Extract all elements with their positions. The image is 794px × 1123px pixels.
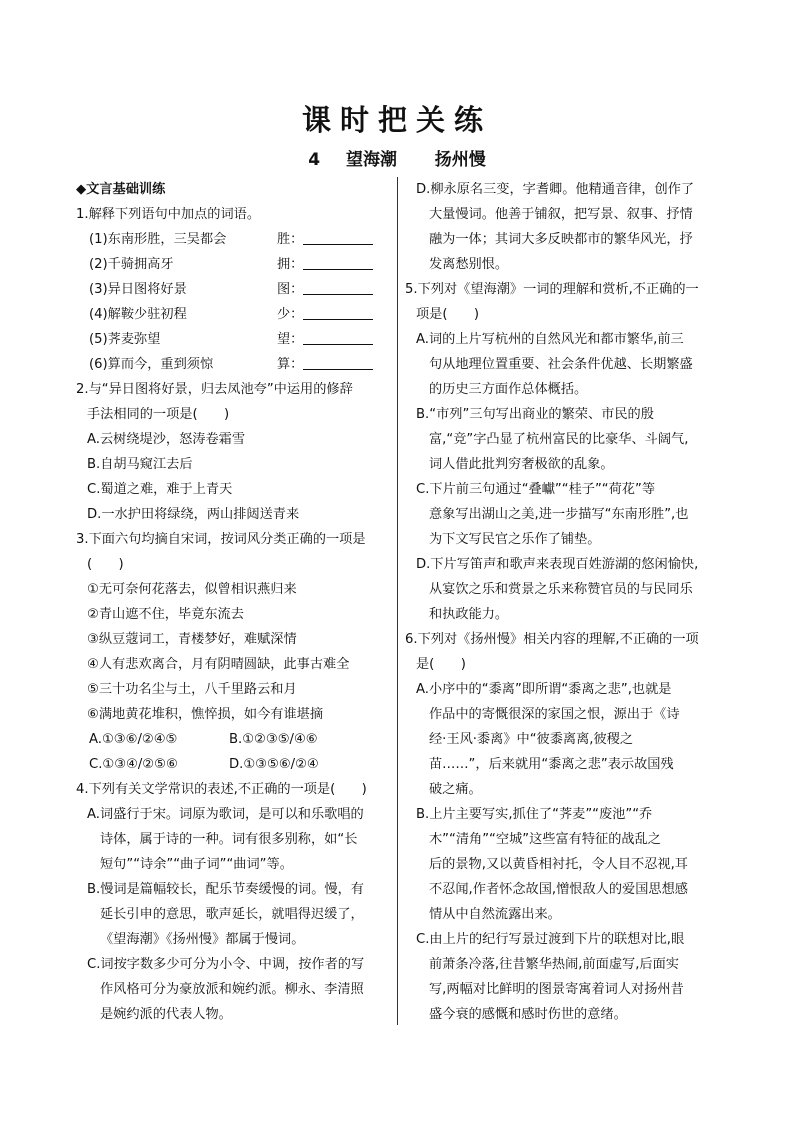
q5-option-a: 的历史三方面作总体概括。 bbox=[429, 382, 588, 397]
q4-option-d[interactable]: D.柳永原名三变，字耆卿。他精通音律，创作了 bbox=[416, 182, 695, 197]
q4-option-d: 融为一体；其词大多反映都市的繁华风光，抒 bbox=[429, 232, 693, 247]
q3-options bbox=[76, 727, 392, 752]
q6-option-a: 苗……”，后来就用“黍离之悲”表示故国残 bbox=[429, 757, 674, 772]
q1-item: (4)解鞍少驻初程 少： bbox=[76, 302, 392, 327]
q5-option-a: 句从地理位置重要、社会条件优越、长期繁盛 bbox=[429, 357, 693, 372]
q6-option-a: 破之痛。 bbox=[429, 782, 482, 797]
q3-line: ⑤三十功名尘与土，八千里路云和月 bbox=[87, 682, 297, 697]
q4-option-b[interactable]: B.慢词是篇幅较长，配乐节奏缓慢的词。慢，有 bbox=[87, 882, 364, 897]
lesson-title-a: 望海潮 bbox=[345, 150, 397, 170]
answer-blank[interactable] bbox=[303, 252, 373, 270]
q4-option-c: 是婉约派的代表人物。 bbox=[100, 1007, 232, 1022]
q5-option-d: 从宴饮之乐和赏景之乐来称赞官员的与民同乐 bbox=[429, 582, 693, 597]
q5-option-c: 意象写出湖山之美,进一步描写“东南形胜”,也 bbox=[429, 507, 689, 522]
q3-option[interactable]: D.①③⑤⑥/②④ bbox=[229, 757, 319, 772]
q6-option-a[interactable]: A.小序中的“黍离”即所谓“黍离之悲”,也就是 bbox=[416, 682, 672, 697]
q4-option-b: 《望海潮》《扬州慢》都属于慢词。 bbox=[100, 932, 305, 947]
q5-option-b: 富,“竞”字凸显了杭州富民的比豪华、斗阔气, bbox=[429, 432, 689, 447]
q6-stem: 是( ) bbox=[416, 657, 466, 672]
q5-option-c[interactable]: C.下片前三句通过“叠巘”“桂子”“荷花”等 bbox=[416, 482, 656, 497]
q1-item: (1)东南形胜，三吴都会 胜： bbox=[76, 227, 392, 252]
q2-option[interactable]: D.一水护田将绿绕，两山排闼送青来 bbox=[87, 507, 300, 522]
q6-option-c: 盛今衰的感慨和感时伤世的意绪。 bbox=[429, 1007, 627, 1022]
answer-blank[interactable] bbox=[303, 327, 373, 345]
q4-option-c[interactable]: C.词按字数多少可分为小令、中调，按作者的写 bbox=[87, 957, 365, 972]
q5-option-d: 和执政能力。 bbox=[429, 607, 509, 622]
q2-stem: 2.与“异日图将好景，归去凤池夸”中运用的修辞 bbox=[76, 382, 353, 397]
q6-option-b: 后的景物,又以黄昏相衬托，令人目不忍视,耳 bbox=[429, 857, 688, 872]
q6-option-c: 前萧条冷落,往昔繁华热闹,前面虚写,后面实 bbox=[429, 957, 679, 972]
q1-item: (3)异日图将好景 图： bbox=[76, 277, 392, 302]
q6-option-b[interactable]: B.上片主要写实,抓住了“荠麦”“废池”“乔 bbox=[416, 807, 653, 822]
right-column bbox=[405, 177, 727, 1027]
q4-option-a: 诗体，属于诗的一种。词有很多别称，如“长 bbox=[100, 832, 358, 847]
q1-stem: 1.解释下列语句中加点的词语。 bbox=[76, 207, 261, 222]
q4-option-c: 作风格可分为豪放派和婉约派。柳永、李清照 bbox=[100, 982, 364, 997]
answer-blank[interactable] bbox=[303, 227, 373, 245]
q3-line: ⑥满地黄花堆积，憔悴损，如今有谁堪摘 bbox=[87, 707, 324, 722]
q1-item: (2)千骑拥高牙 拥： bbox=[76, 252, 392, 277]
q1-item: (5)荠麦弥望 望： bbox=[76, 327, 392, 352]
page-title: 课时把关练 bbox=[301, 103, 492, 137]
q4-option-a: 短句”“诗余”“曲子词”“曲词”等。 bbox=[100, 857, 293, 872]
q3-option[interactable]: A.①③⑥/②④⑤ bbox=[89, 732, 178, 747]
q2-option[interactable]: A.云树绕堤沙，怒涛卷霜雪 bbox=[87, 432, 246, 447]
q4-option-a[interactable]: A.词盛行于宋。词原为歌词，是可以和乐歌唱的 bbox=[87, 807, 364, 822]
q6-option-b: 情从中自然流露出来。 bbox=[429, 907, 561, 922]
q3-options bbox=[76, 752, 392, 777]
section-heading: ◆文言基础训练 bbox=[76, 182, 166, 197]
lesson-heading bbox=[0, 145, 794, 170]
answer-blank[interactable] bbox=[303, 352, 373, 370]
answer-blank[interactable] bbox=[303, 302, 373, 320]
q3-option[interactable]: B.①②③⑤/④⑥ bbox=[229, 732, 318, 747]
q4-option-b: 延长引申的意思，歌声延长，就唱得迟缓了， bbox=[100, 907, 364, 922]
q1-item: (6)算而今，重到须惊 算： bbox=[76, 352, 392, 377]
q6-option-a: 作品中的寄慨很深的家国之恨，源出于《诗 bbox=[429, 707, 680, 722]
lesson-title-b: 扬州慢 bbox=[434, 150, 486, 170]
q2-option[interactable]: C.蜀道之难，难于上青天 bbox=[87, 482, 233, 497]
q6-stem: 6.下列对《扬州慢》相关内容的理解,不正确的一项 bbox=[405, 632, 699, 647]
q5-option-b[interactable]: B.“市列”三句写出商业的繁荣、市民的殷 bbox=[416, 407, 654, 422]
q4-option-d: 发离愁别恨。 bbox=[429, 257, 509, 272]
q2-option[interactable]: B.自胡马窥江去后 bbox=[87, 457, 193, 472]
q3-stem: 3.下面六句均摘自宋词，按词风分类正确的一项是 bbox=[76, 532, 366, 547]
q6-option-c: 写,两幅对比鲜明的图景寄寓着词人对扬州昔 bbox=[429, 982, 684, 997]
q5-option-a[interactable]: A.词的上片写杭州的自然风光和都市繁华,前三 bbox=[416, 332, 684, 347]
q5-option-b: 词人借此批判穷奢极欲的乱象。 bbox=[429, 457, 614, 472]
answer-blank[interactable] bbox=[303, 277, 373, 295]
q3-option[interactable]: C.①③④/②⑤⑥ bbox=[89, 757, 178, 772]
q3-line: ④人有悲欢离合，月有阴晴圆缺，此事古难全 bbox=[87, 657, 350, 672]
q5-stem: 5.下列对《望海潮》一词的理解和赏析,不正确的一 bbox=[405, 282, 699, 297]
q6-option-c[interactable]: C.由上片的纪行写景过渡到下片的联想对比,眼 bbox=[416, 932, 685, 947]
q4-option-d: 大量慢词。他善于铺叙，把写景、叙事、抒情 bbox=[429, 207, 693, 222]
q3-line: ②青山遮不住，毕竟东流去 bbox=[87, 607, 244, 622]
q6-option-a: 经·王风·黍离》中“彼黍离离,彼稷之 bbox=[429, 732, 634, 747]
q5-option-d[interactable]: D.下片写笛声和歌声来表现百姓游湖的悠闲愉快, bbox=[416, 557, 699, 572]
q5-stem: 项是( ) bbox=[416, 307, 480, 322]
q2-stem: 手法相同的一项是( ) bbox=[87, 407, 230, 422]
q3-line: ①无可奈何花落去，似曾相识燕归来 bbox=[87, 582, 297, 597]
q6-option-b: 不忍闻,作者怀念故国,憎恨敌人的爱国思想感 bbox=[429, 882, 688, 897]
q4-stem: 4.下列有关文学常识的表述,不正确的一项是( ) bbox=[76, 782, 367, 797]
q3-line: ③纵豆蔻词工，青楼梦好，难赋深情 bbox=[87, 632, 297, 647]
q5-option-c: 为下文写民官之乐作了铺垫。 bbox=[429, 532, 601, 547]
lesson-number: 4 bbox=[308, 150, 321, 170]
left-column bbox=[76, 177, 392, 1027]
q6-option-b: 木”“清角”“空城”这些富有特征的战乱之 bbox=[429, 832, 661, 847]
q3-stem: ( ) bbox=[87, 557, 124, 572]
column-divider bbox=[397, 177, 398, 1025]
